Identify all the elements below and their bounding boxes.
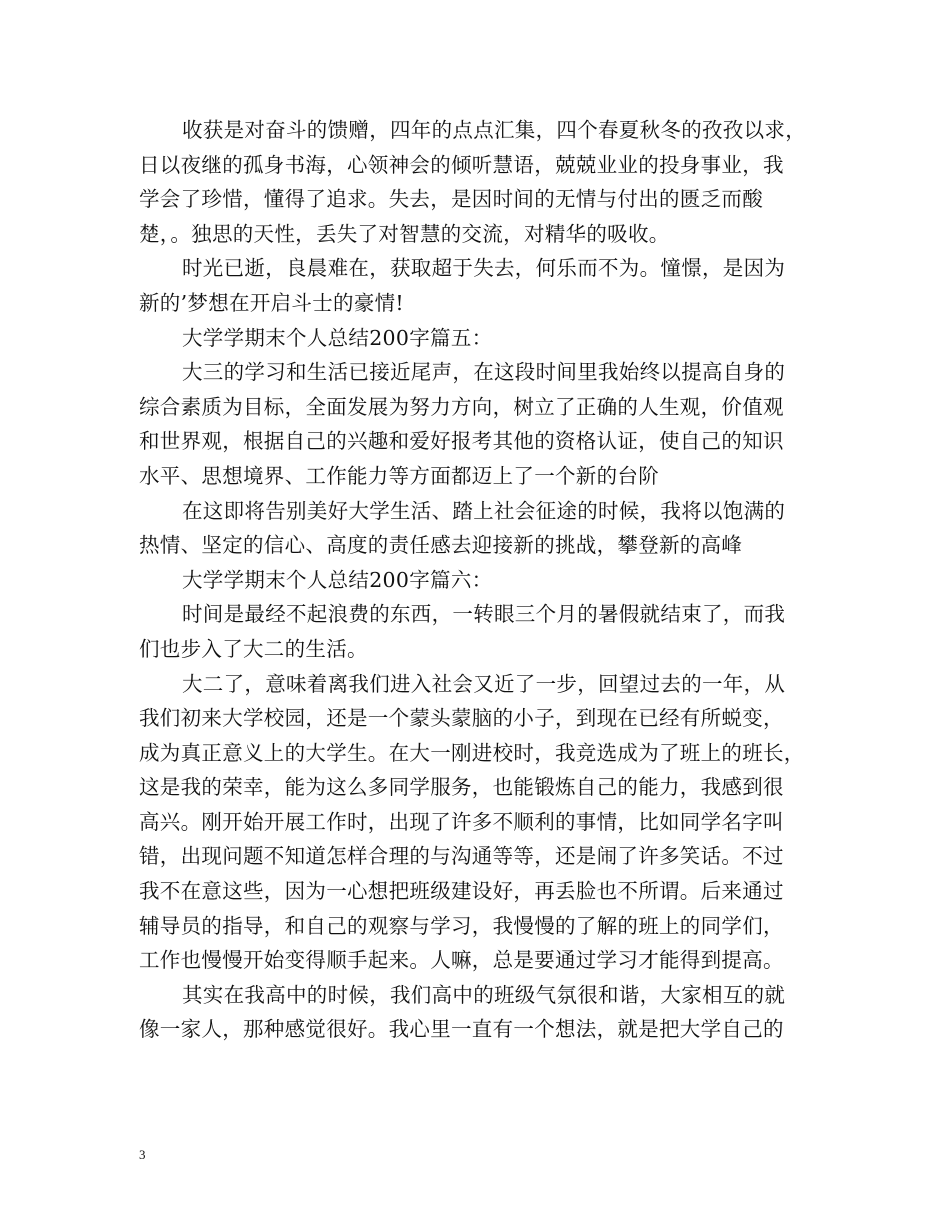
- text-line: 大三的学习和生活已接近尾声，在这段时间里我始终以提高自身的: [182, 360, 786, 385]
- text-line: 新的’梦想在开启斗士的豪情!: [139, 290, 404, 315]
- text-line: 错，出现问题不知道怎样合理的与沟通等等，还是闹了许多笑话。不过: [139, 844, 784, 869]
- text-line: 大学学期末个人总结200字篇五：: [182, 325, 493, 350]
- text-line: 们也步入了大二的生活。: [139, 636, 368, 661]
- text-line: 像一家人，那种感觉很好。我心里一直有一个想法，就是把大学自己的: [139, 1017, 784, 1042]
- text-line: 水平、思想境界、工作能力等方面都迈上了一个新的台阶: [139, 463, 659, 488]
- paragraph: [139, 494, 829, 563]
- paragraph: [139, 667, 829, 978]
- page-number: 3: [139, 1147, 146, 1162]
- text-line: 学会了珍惜，懂得了追求。失去，是因时间的无情与付出的匮乏而酸: [139, 187, 763, 212]
- paragraph: [139, 597, 829, 666]
- paragraph: [139, 321, 829, 356]
- text-line: 辅导员的指导，和自己的观察与学习，我慢慢的了解的班上的同学们，: [139, 913, 784, 938]
- text-line: 时光已逝，良晨难在，获取超于失去，何乐而不为。憧憬，是因为: [182, 256, 786, 281]
- text-line: 大学学期末个人总结200字篇六：: [182, 567, 493, 592]
- text-line: 大二了，意味着离我们进入社会又近了一步，回望过去的一年，从: [182, 671, 786, 696]
- text-line: 时间是最经不起浪费的东西，一转眼三个月的暑假就结束了，而我: [182, 602, 786, 627]
- paragraph: [139, 978, 829, 1047]
- paragraph: [139, 355, 829, 493]
- text-line: 工作也慢慢开始变得顺手起来。人嘛，总是要通过学习才能得到提高。: [139, 948, 784, 973]
- text-line: 热情、坚定的信心、高度的责任感去迎接新的挑战，攀登新的高峰: [139, 533, 743, 558]
- paragraph: [139, 251, 829, 320]
- paragraph: [139, 113, 829, 251]
- text-line: 我不在意这些，因为一心想把班级建设好，再丢脸也不所谓。后来通过: [139, 879, 784, 904]
- text-line: 楚，。独思的天性，丢失了对智慧的交流，对精华的吸收。: [139, 221, 670, 246]
- text-line: 其实在我高中的时候，我们高中的班级气氛很和谐，大家相互的就: [182, 982, 786, 1007]
- text-line: 在这即将告别美好大学生活、踏上社会征途的时候，我将以饱满的: [182, 498, 786, 523]
- text-line: 收获是对奋斗的馈赠，四年的点点汇集，四个春夏秋冬的孜孜以求，: [182, 118, 806, 142]
- text-line: 综合素质为目标，全面发展为努力方向，树立了正确的人生观，价值观: [139, 394, 784, 419]
- text-line: 成为真正意义上的大学生。在大一刚进校时，我竞选成为了班上的班长，: [139, 740, 805, 765]
- text-line: 这是我的荣幸，能为这么多同学服务，也能锻炼自己的能力，我感到很: [139, 775, 784, 800]
- text-line: 高兴。刚开始开展工作时，出现了许多不顺利的事情，比如同学名字叫: [139, 809, 784, 834]
- document-body: [139, 113, 829, 1047]
- text-line: 和世界观，根据自己的兴趣和爱好报考其他的资格认证，使自己的知识: [139, 429, 784, 454]
- text-line: 我们初来大学校园，还是一个蒙头蒙脑的小子，到现在已经有所蜕变，: [139, 706, 784, 731]
- text-line: 日以夜继的孤身书海，心领神会的倾听慧语，兢兢业业的投身事业，我: [139, 152, 784, 177]
- paragraph: [139, 563, 829, 598]
